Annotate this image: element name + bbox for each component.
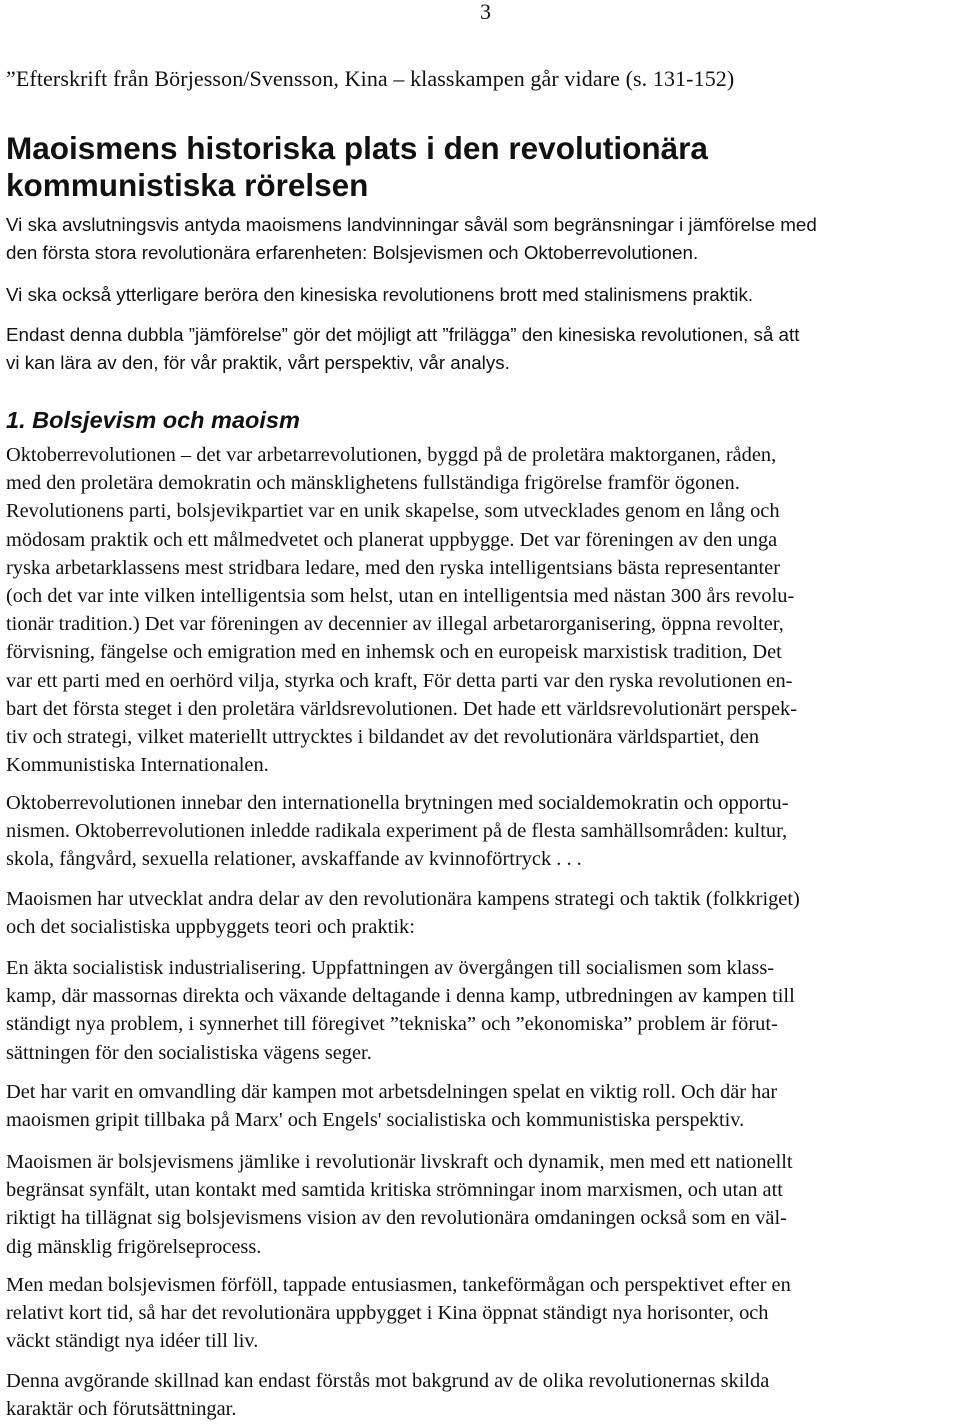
text-line: sättningen för den socialistiska vägens seger.	[6, 1041, 372, 1064]
page-title	[6, 130, 708, 204]
text-line: En äkta socialistisk industrialisering. Uppfattningen av övergången till socialismen som klass-	[6, 957, 775, 979]
text-line: dig mänsklig frigörelseprocess.	[6, 1235, 262, 1258]
text-line: riktigt ha tillägnat sig bolsjevismens vision av den revolutionära omdaningen också som en väl-	[6, 1207, 787, 1230]
intro-paragraph	[6, 281, 951, 309]
page-number: 3	[480, 0, 491, 24]
intro-paragraph	[6, 211, 951, 267]
title-line: Maoismens historiska plats i den revolutionära	[6, 130, 708, 166]
body-paragraph	[6, 885, 951, 941]
source-reference: ”Efterskrift från Börjesson/Svensson, Kina – klasskampen går vidare (s. 131-152)	[6, 66, 735, 91]
body-paragraph	[6, 1148, 951, 1261]
intro-line: Vi ska avslutningsvis antyda maoismens landvinningar såväl som begränsningar i jämförelse med	[6, 214, 817, 235]
body-paragraph	[6, 954, 951, 1067]
text-line: ryska arbetarklassens mest stridbara ledare, med den ryska intelligentsians bästa representanter	[6, 556, 780, 579]
text-line: maoismen gripit tillbaka på Marx' och Engels' socialistiska och kommunistiska perspektiv.	[6, 1109, 745, 1132]
text-line: Men medan bolsjevismen förföll, tappade entusiasmen, tankeförmågan och perspektivet efter en	[6, 1274, 791, 1296]
text-line: Oktoberrevolutionen – det var arbetarrevolutionen, byggd på de proletära maktorganen, råden,	[6, 444, 777, 466]
body-paragraph	[6, 1271, 951, 1356]
section-heading	[6, 406, 951, 434]
text-line: förvisning, fängelse och emigration med en inhemsk och en europeisk marxistisk tradition, Det	[6, 641, 782, 664]
text-line: mödosam praktik och ett målmedvetet och planerat uppbygge. Det var föreningen av den unga	[6, 528, 778, 551]
text-line: kamp, där massornas direkta och växande deltagande i denna kamp, utbredningen av kampen till	[6, 985, 795, 1008]
text-line: (och det var inte vilken intelligentsia som helst, utan en intelligentsia med nästan 300 års revolu-	[6, 585, 795, 608]
text-line: Kommunistiska Internationalen.	[6, 754, 269, 777]
text-line: nismen. Oktoberrevolutionen inledde radikala experiment på de flesta samhällsområden: kultur,	[6, 820, 788, 843]
text-line: bart det första steget i den proletära världsrevolutionen. Det hade ett världsrevolutionärt perspek-	[6, 697, 797, 720]
intro-line: Vi ska också ytterligare beröra den kinesiska revolutionens brott med stalinismens praktik.	[6, 284, 754, 305]
text-line: Maoismen är bolsjevismens jämlike i revolutionär livskraft och dynamik, men med ett nationellt	[6, 1151, 793, 1173]
body-paragraph	[6, 441, 951, 779]
text-line: ständigt nya problem, i synnerhet till föregivet ”tekniska” och ”ekonomiska” problem är förut-	[6, 1013, 778, 1036]
text-line: med den proletära demokratin och mänsklighetens fullständiga frigörelse framför ögonen.	[6, 472, 740, 495]
text-line: skola, fångvård, sexuella relationer, avskaffande av kvinnoförtryck . . .	[6, 848, 582, 871]
text-line: begränsat synfält, utan kontakt med samtida kritiska strömningar inom marxismen, och utan att	[6, 1179, 783, 1202]
intro-line: Endast denna dubbla ”jämförelse” gör det möjligt att ”frilägga” den kinesiska revolutionen, så att	[6, 324, 800, 345]
body-paragraph	[6, 789, 951, 874]
body-paragraph	[6, 1367, 951, 1423]
section-heading-text: 1. Bolsjevism och maoism	[6, 407, 300, 433]
text-line: var ett parti med en oerhörd vilja, styrka och kraft, För detta parti var den ryska revolutionen en-	[6, 669, 793, 692]
text-line: tiv och strategi, vilket materiellt uttrycktes i bildandet av det revolutionära världspartiet, den	[6, 726, 760, 749]
text-line: karaktär och förutsättningar.	[6, 1398, 237, 1421]
text-line: Det har varit en omvandling där kampen mot arbetsdelningen spelat en viktig roll. Och där har	[6, 1081, 778, 1103]
text-line: Revolutionens parti, bolsjevikpartiet var en unik skapelse, som utvecklades genom en lång och	[6, 500, 780, 523]
intro-line: vi kan lära av den, för vår praktik, vårt perspektiv, vår analys.	[6, 352, 510, 373]
text-line: och det socialistiska uppbyggets teori och praktik:	[6, 916, 415, 939]
intro-line: den första stora revolutionära erfarenheten: Bolsjevismen och Oktoberrevolutionen.	[6, 242, 699, 263]
text-line: relativt kort tid, så har det revolutionära uppbygget i Kina öppnat ständigt nya horisonter, och	[6, 1302, 769, 1325]
title-line: kommunistiska rörelsen	[6, 167, 369, 203]
text-line: Maoismen har utvecklat andra delar av den revolutionära kampens strategi och taktik (folkkriget)	[6, 888, 800, 910]
text-line: Oktoberrevolutionen innebar den internationella brytningen med socialdemokratin och opportu-	[6, 792, 789, 814]
text-line: tionär tradition.) Det var föreningen av decennier av illegal arbetarorganisering, öppna revolter,	[6, 613, 784, 636]
body-paragraph	[6, 1078, 951, 1134]
text-line: väckt ständigt nya idéer till liv.	[6, 1330, 259, 1353]
intro-paragraph	[6, 321, 951, 377]
text-line: Denna avgörande skillnad kan endast förstås mot bakgrund av de olika revolutionernas skilda	[6, 1370, 770, 1392]
